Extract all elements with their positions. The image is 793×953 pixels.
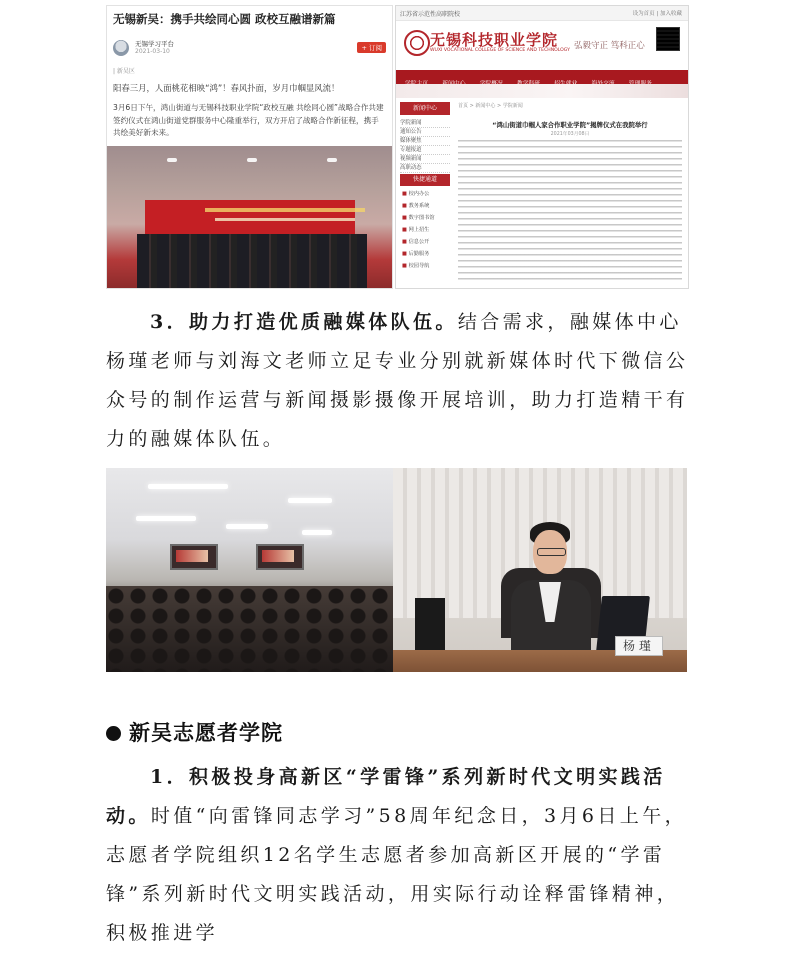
qr-code-icon xyxy=(656,27,680,51)
site-nav-bar xyxy=(396,70,688,84)
site-banner xyxy=(396,84,688,98)
wechat-subscribe-button: + 订阅 xyxy=(357,42,386,53)
sidebar-item: 学院新闻 xyxy=(400,117,450,128)
paragraph-lead: 3．助力打造优质融媒体队伍。 xyxy=(150,311,458,333)
projection-screen xyxy=(170,544,218,570)
quick-link: ■ 教务系统 xyxy=(402,202,429,209)
wechat-article-date: 2021-03-10 xyxy=(135,48,170,55)
site-article-date: 2021年03月08日 xyxy=(550,132,590,137)
wechat-body-text: 3月6日下午，鸿山街道与无锡科技职业学院“政校互融 共绘同心圆”战略合作共建签约仪式在鸿山街道党群服务中心隆重举行，双方开启了战略合作新征程，携手共绘美好新未来。 xyxy=(113,103,384,137)
section-heading xyxy=(106,717,283,747)
stage-backdrop xyxy=(145,200,355,238)
paragraph-text: 时值“向雷锋同志学习”58周年纪念日，3月6日上午，志愿者学院组织12名学生志愿者参加高新区开展的“学雷锋”系列新时代文明实践活动，用实际行动诠释雷锋精神，积极推进学 xyxy=(106,805,687,944)
audience-crowd xyxy=(106,586,393,672)
paragraph-leifeng-activity xyxy=(106,758,690,953)
college-name: 无锡科技职业学院 xyxy=(430,31,559,49)
wechat-article-screenshot xyxy=(106,5,393,289)
sidebar-item: 通知公告 xyxy=(400,126,450,137)
ceiling-light xyxy=(226,524,268,529)
college-motto: 弘毅守正 笃科正心 xyxy=(574,41,645,51)
breadcrumb: 首页 > 新闻中心 > 学院新闻 xyxy=(458,103,523,109)
projection-screen xyxy=(256,544,304,570)
ceiling-light xyxy=(136,516,196,521)
site-top-text: 江苏省示范性高职院校 xyxy=(400,11,461,18)
signing-ceremony-photo xyxy=(107,146,392,288)
wechat-article-title: 无锡新吴：携手共绘同心圆 政校互融谱新篇 xyxy=(113,12,336,26)
quick-link: ■ 网上招生 xyxy=(402,226,429,233)
speaker-photo xyxy=(393,468,687,672)
quick-link: ■ 后勤服务 xyxy=(402,250,429,257)
quick-link: ■ 数字图书馆 xyxy=(402,214,435,221)
sidebar-item: 专题报道 xyxy=(400,144,450,155)
ceiling-light xyxy=(288,498,332,503)
quick-links-title: 快捷通道 xyxy=(400,174,450,186)
monitor xyxy=(415,598,445,652)
account-avatar-icon xyxy=(113,40,129,56)
site-article-title: “鸿山街道巾帼人家合作职业学院”揭牌仪式在我院举行 xyxy=(492,121,648,129)
site-top-links: 设为首页 | 加入收藏 xyxy=(632,11,682,17)
site-top-bar xyxy=(396,6,688,21)
paragraph-media-team xyxy=(106,303,690,459)
quick-link: ■ 校内办公 xyxy=(402,190,429,197)
ceiling-light xyxy=(247,158,257,162)
sidebar-title: 新闻中心 xyxy=(400,102,450,115)
speaker-nameplate: 杨瑾 xyxy=(615,636,663,656)
site-article-body-text xyxy=(458,140,682,282)
ceiling-light xyxy=(327,158,337,162)
section-heading-text: 新吴志愿者学院 xyxy=(129,720,283,745)
backdrop-banner-stripe xyxy=(215,218,355,221)
wechat-lead-text: 阳春三月，人面桃花相映“鸿”！春风扑面，岁月巾帼显风流！ xyxy=(113,83,340,93)
quick-link: ■ 信息公开 xyxy=(402,238,429,245)
quick-link: ■ 校园导航 xyxy=(402,262,429,269)
participants-row xyxy=(137,234,367,288)
glasses xyxy=(537,548,566,556)
college-english-name: WUXI VOCATIONAL COLLEGE OF SCIENCE AND TECHNOLOGY xyxy=(430,48,570,53)
paragraph-text: 结合需求，融媒体中心杨瑾老师与刘海文老师立足专业分别就新媒体时代下微信公众号的制作运营与新闻摄影摄像开展培训，助力打造精干有力的融媒体队伍。 xyxy=(106,311,689,450)
wechat-account-name: 无锡学习平台 xyxy=(135,40,174,48)
college-website-screenshot xyxy=(395,5,689,289)
ceiling-light xyxy=(302,530,332,535)
paragraph-lead: 1．积极投身高新区“学雷锋”系列新时代文明实践活动。 xyxy=(106,766,666,827)
backdrop-banner-stripe xyxy=(205,208,365,212)
bullet-icon xyxy=(106,726,121,741)
college-logo-icon xyxy=(404,30,430,56)
sidebar-item: 视频新闻 xyxy=(400,153,450,164)
lecture-hall-photo xyxy=(106,468,393,672)
ceiling-light xyxy=(148,484,228,489)
sidebar-item: 高职动态 xyxy=(400,162,450,173)
ceiling-light xyxy=(167,158,177,162)
sidebar-item: 媒体聚焦 xyxy=(400,135,450,146)
wechat-article-tag: | 新吴区 xyxy=(113,68,135,75)
